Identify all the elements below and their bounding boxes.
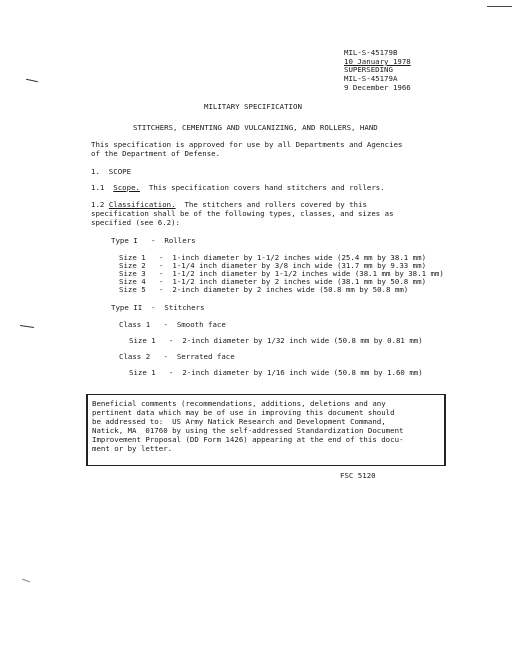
comments-line-5: Improvement Proposal (DD Form 1426) appearing at the end of this docu- <box>92 435 404 444</box>
type-2-class-1-size: Size 1 - 2-inch diameter by 1/32 inch wide (50.8 mm by 0.81 mm) <box>129 336 423 345</box>
comments-line-4: Natick, MA 01760 by using the self-addressed Standardization Document <box>92 426 404 435</box>
superseding-label: SUPERSEDING <box>344 65 393 74</box>
type-1-size-2: Size 2 - 1-1/4 inch diameter by 3/8 inch wide (31.7 mm by 9.33 mm) <box>119 261 427 270</box>
approval-line-2: of the Department of Defense. <box>91 149 221 158</box>
scan-edge-mark <box>487 6 512 7</box>
margin-mark <box>22 579 30 583</box>
type-1-label: Type I - Rollers <box>111 236 196 245</box>
spec-date: 10 January 1978 <box>344 57 411 66</box>
spec-number: MIL-S-45179B <box>344 48 398 57</box>
type-1-size-3: Size 3 - 1-1/2 inch diameter by 1-1/2 inches wide (38.1 mm by 38.1 mm) <box>119 269 444 278</box>
margin-mark <box>26 79 38 82</box>
comments-line-2: pertinent data which may be of use in improving this document should <box>92 408 395 417</box>
fsc-code: FSC 5120 <box>340 471 376 480</box>
classification-line-2: specification shall be of the following types, classes, and sizes as <box>91 209 394 218</box>
type-2-class-2: Class 2 - Serrated face <box>119 352 235 361</box>
comments-line-3: be addressed to: US Army Natick Research and Development Command, <box>92 417 386 426</box>
section-scope-heading: 1. SCOPE <box>91 167 132 176</box>
comments-line-1: Beneficial comments (recommendations, additions, deletions and any <box>92 399 386 408</box>
superseded-date: 9 December 1966 <box>344 83 411 92</box>
type-2-label: Type II - Stitchers <box>111 303 205 312</box>
type-1-size-1: Size 1 - 1-inch diameter by 1-1/2 inches wide (25.4 mm by 38.1 mm) <box>119 253 427 262</box>
type-1-size-4: Size 4 - 1-1/2 inch diameter by 2 inches wide (38.1 mm by 50.8 mm) <box>119 277 427 286</box>
superseded-number: MIL-S-45179A <box>344 74 398 83</box>
margin-mark <box>20 325 34 328</box>
comments-line-6: ment or by letter. <box>92 444 173 453</box>
type-2-class-1: Class 1 - Smooth face <box>119 320 226 329</box>
scope-paragraph: 1.1 Scope. This specification covers hand stitchers and rollers. <box>91 183 385 192</box>
document-subject: STITCHERS, CEMENTING AND VULCANIZING, AND ROLLERS, HAND <box>133 123 378 132</box>
type-2-class-2-size: Size 1 - 2-inch diameter by 1/16 inch wide (50.8 mm by 1.60 mm) <box>129 368 423 377</box>
approval-line-1: This specification is approved for use by all Departments and Agencies <box>91 140 403 149</box>
classification-line-1: 1.2 Classification. The stitchers and rollers covered by this <box>91 200 367 209</box>
classification-line-3: specified (see 6.2): <box>91 218 180 227</box>
type-1-size-5: Size 5 - 2-inch diameter by 2 inches wide (50.8 mm by 50.8 mm) <box>119 285 409 294</box>
document-heading: MILITARY SPECIFICATION <box>204 102 302 111</box>
